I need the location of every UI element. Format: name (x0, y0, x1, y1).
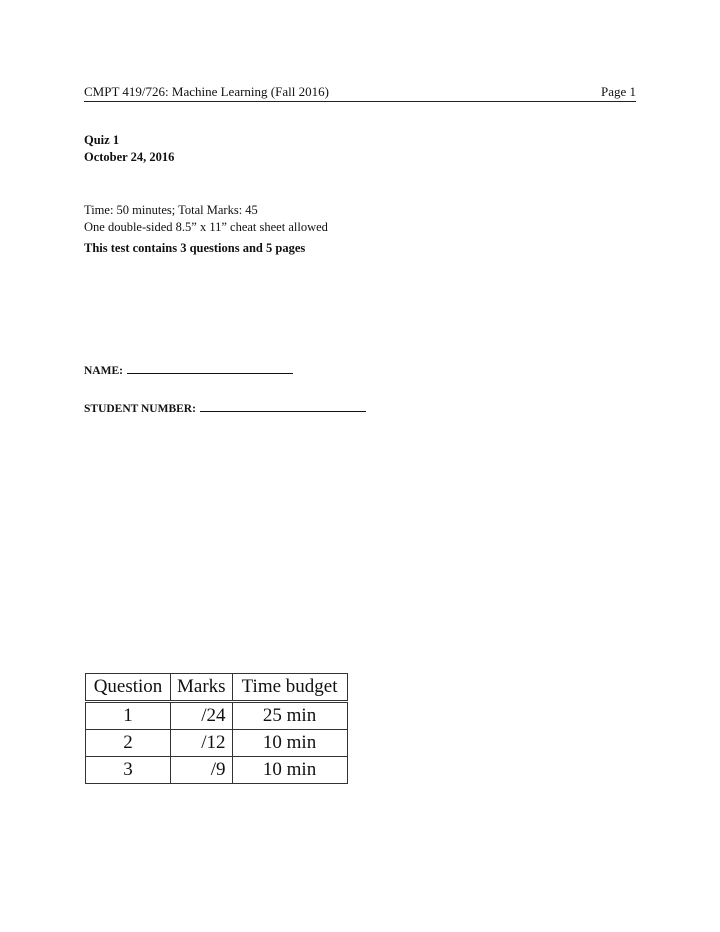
student-number-field[interactable] (84, 403, 366, 415)
table-row (86, 730, 348, 757)
quiz-info (84, 202, 328, 257)
student-number-label: STUDENT NUMBER: (84, 403, 196, 415)
question-time: 10 min (232, 730, 347, 757)
question-number: 2 (86, 730, 171, 757)
page-number: Page 1 (600, 84, 636, 99)
name-blank-line[interactable] (127, 372, 293, 374)
quiz-heading (84, 132, 174, 166)
header-question: Question (86, 674, 171, 702)
table-header-row (86, 674, 348, 702)
quiz-date: October 24, 2016 (84, 150, 175, 164)
question-marks: /12 (171, 730, 233, 757)
name-label: NAME: (84, 365, 123, 377)
marks-table (85, 673, 348, 784)
question-marks: /24 (171, 702, 233, 730)
question-marks: /9 (171, 757, 233, 784)
student-number-blank-line[interactable] (200, 410, 366, 412)
test-contents-text: This test contains 3 questions and 5 pages (84, 241, 306, 255)
header-time-budget: Time budget (232, 674, 347, 702)
table-row (86, 702, 348, 730)
time-marks-text: Time: 50 minutes; Total Marks: 45 (84, 203, 258, 217)
name-field[interactable] (84, 365, 293, 377)
question-time: 25 min (232, 702, 347, 730)
question-number: 3 (86, 757, 171, 784)
question-time: 10 min (232, 757, 347, 784)
header-marks: Marks (171, 674, 233, 702)
course-title: CMPT 419/726: Machine Learning (Fall 2016) (84, 84, 329, 99)
cheat-sheet-text: One double-sided 8.5” x 11” cheat sheet allowed (84, 220, 328, 234)
quiz-title: Quiz 1 (84, 133, 120, 147)
table-row (86, 757, 348, 784)
question-number: 1 (86, 702, 171, 730)
page-header (84, 84, 636, 102)
